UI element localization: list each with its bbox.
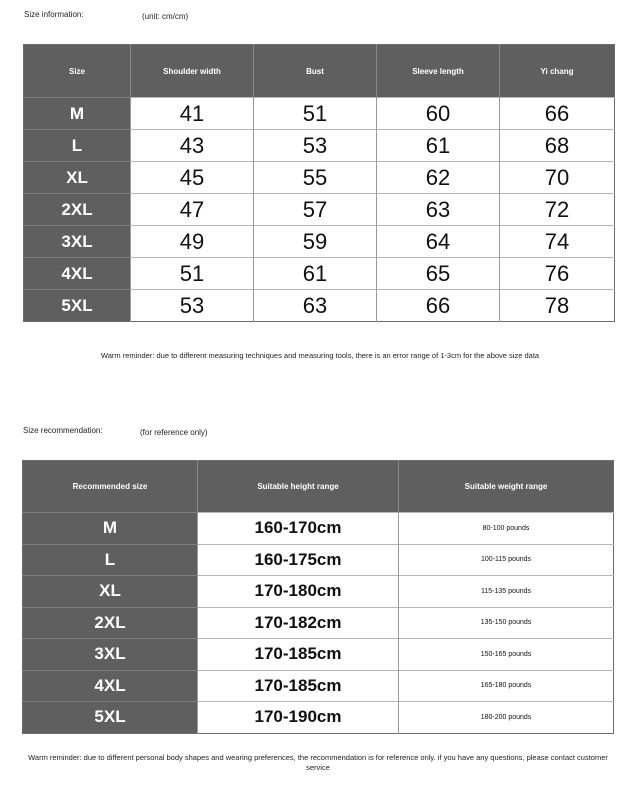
table-row [24, 194, 615, 226]
size-label: 4XL [23, 670, 198, 702]
table-row [24, 258, 615, 290]
table-row [24, 130, 615, 162]
height-range-cell: 170-185cm [198, 670, 399, 702]
yi-chang-cell: 76 [500, 258, 615, 290]
bust-cell: 63 [254, 290, 377, 322]
height-range-cell: 170-180cm [198, 576, 399, 608]
size-recommendation-table [22, 460, 614, 734]
height-range-cell: 170-182cm [198, 607, 399, 639]
column-header: Suitable weight range [399, 461, 614, 513]
size-label: M [24, 98, 131, 130]
size-label: 3XL [23, 639, 198, 671]
yi-chang-cell: 74 [500, 226, 615, 258]
table-row [23, 576, 614, 608]
size-rec-note: (for reference only) [140, 428, 208, 437]
table-row [23, 702, 614, 734]
size-label: XL [23, 576, 198, 608]
size-rec-reminder: Warm reminder: due to different personal body shapes and wearing preferences, the recommendation is for reference only. if you have any questions, please contact customer service [28, 753, 608, 772]
sleeve-length-cell: 64 [377, 226, 500, 258]
size-info-title: Size information: [24, 10, 84, 19]
shoulder-width-cell: 45 [131, 162, 254, 194]
bust-cell: 57 [254, 194, 377, 226]
yi-chang-cell: 66 [500, 98, 615, 130]
sleeve-length-cell: 60 [377, 98, 500, 130]
shoulder-width-cell: 53 [131, 290, 254, 322]
size-info-header-row [24, 45, 615, 98]
bust-cell: 59 [254, 226, 377, 258]
size-label: XL [24, 162, 131, 194]
table-row [24, 98, 615, 130]
size-label: 5XL [24, 290, 131, 322]
bust-cell: 61 [254, 258, 377, 290]
height-range-cell: 160-175cm [198, 544, 399, 576]
size-label: L [23, 544, 198, 576]
sleeve-length-cell: 66 [377, 290, 500, 322]
size-info-unit: (unit: cm/cm) [142, 12, 189, 21]
weight-range-cell: 80-100 pounds [399, 513, 614, 545]
size-label: 4XL [24, 258, 131, 290]
column-header: Bust [254, 45, 377, 98]
size-label: 5XL [23, 702, 198, 734]
size-info-table [23, 44, 615, 322]
sleeve-length-cell: 65 [377, 258, 500, 290]
bust-cell: 51 [254, 98, 377, 130]
column-header: Size [24, 45, 131, 98]
size-label: 2XL [23, 607, 198, 639]
table-row [23, 607, 614, 639]
weight-range-cell: 150-165 pounds [399, 639, 614, 671]
table-row [24, 162, 615, 194]
shoulder-width-cell: 47 [131, 194, 254, 226]
size-label: L [24, 130, 131, 162]
size-rec-title: Size recommendation: [23, 426, 103, 435]
sleeve-length-cell: 61 [377, 130, 500, 162]
table-row [24, 226, 615, 258]
height-range-cell: 160-170cm [198, 513, 399, 545]
table-row [24, 290, 615, 322]
weight-range-cell: 100-115 pounds [399, 544, 614, 576]
shoulder-width-cell: 41 [131, 98, 254, 130]
shoulder-width-cell: 51 [131, 258, 254, 290]
weight-range-cell: 180-200 pounds [399, 702, 614, 734]
table-row [23, 544, 614, 576]
bust-cell: 53 [254, 130, 377, 162]
shoulder-width-cell: 43 [131, 130, 254, 162]
height-range-cell: 170-190cm [198, 702, 399, 734]
sleeve-length-cell: 62 [377, 162, 500, 194]
sleeve-length-cell: 63 [377, 194, 500, 226]
table-row [23, 670, 614, 702]
column-header: Shoulder width [131, 45, 254, 98]
size-rec-header-row [23, 461, 614, 513]
column-header: Suitable height range [198, 461, 399, 513]
column-header: Sleeve length [377, 45, 500, 98]
yi-chang-cell: 70 [500, 162, 615, 194]
yi-chang-cell: 68 [500, 130, 615, 162]
table-row [23, 639, 614, 671]
weight-range-cell: 135-150 pounds [399, 607, 614, 639]
height-range-cell: 170-185cm [198, 639, 399, 671]
weight-range-cell: 165-180 pounds [399, 670, 614, 702]
weight-range-cell: 115-135 pounds [399, 576, 614, 608]
size-label: M [23, 513, 198, 545]
shoulder-width-cell: 49 [131, 226, 254, 258]
size-label: 3XL [24, 226, 131, 258]
column-header: Recommended size [23, 461, 198, 513]
column-header: Yi chang [500, 45, 615, 98]
yi-chang-cell: 78 [500, 290, 615, 322]
table-row [23, 513, 614, 545]
size-info-reminder: Warm reminder: due to different measuring techniques and measuring tools, there is an error range of 1-3cm for the above size data [100, 351, 540, 360]
yi-chang-cell: 72 [500, 194, 615, 226]
bust-cell: 55 [254, 162, 377, 194]
size-label: 2XL [24, 194, 131, 226]
